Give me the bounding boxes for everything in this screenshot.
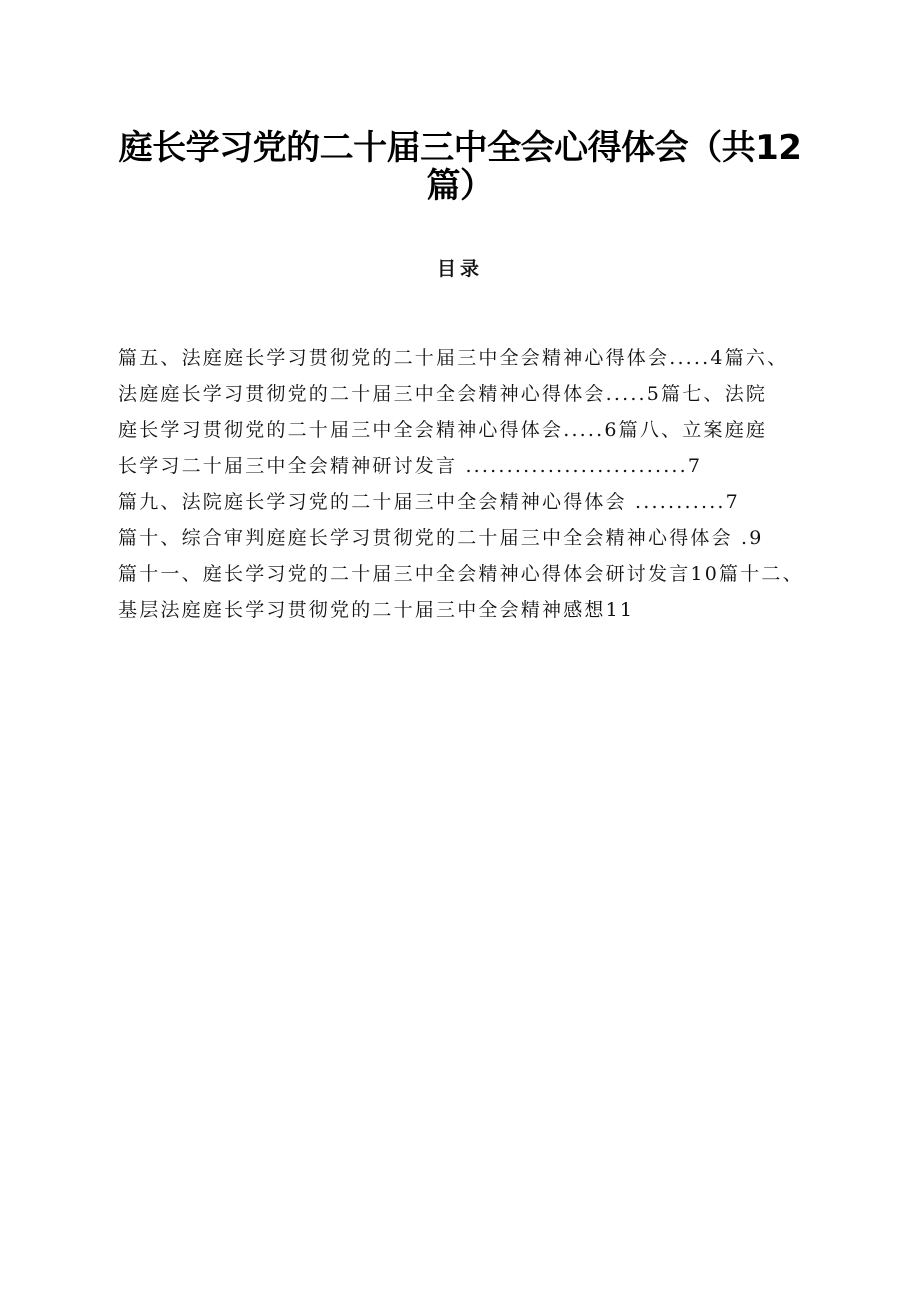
table-of-contents — [118, 340, 838, 628]
toc-line[interactable]: 庭长学习贯彻党的二十届三中全会精神心得体会.....6篇八、立案庭庭 — [118, 419, 768, 441]
toc-line[interactable]: 法庭庭长学习贯彻党的二十届三中全会精神心得体会.....5篇七、法院 — [118, 383, 768, 405]
document-title-line-2: 篇） — [426, 166, 494, 206]
toc-heading: 目录 — [436, 258, 483, 280]
toc-line[interactable]: 篇五、法庭庭长学习贯彻党的二十届三中全会精神心得体会.....4篇六、 — [118, 347, 789, 369]
toc-line[interactable]: 篇九、法院庭长学习党的二十届三中全会精神心得体会 ...........7 — [118, 491, 740, 513]
toc-line[interactable]: 篇十、综合审判庭庭长学习贯彻党的二十届三中全会精神心得体会 .9 — [118, 527, 764, 549]
document-title-line-1: 庭长学习党的二十届三中全会心得体会（共12 — [118, 128, 802, 168]
toc-line[interactable]: 篇十一、庭长学习党的二十届三中全会精神心得体会研讨发言10篇十二、 — [118, 563, 804, 585]
toc-line[interactable]: 基层法庭庭长学习贯彻党的二十届三中全会精神感想11 — [118, 599, 635, 621]
toc-line[interactable]: 长学习二十届三中全会精神研讨发言 ...........................7 — [118, 455, 703, 477]
